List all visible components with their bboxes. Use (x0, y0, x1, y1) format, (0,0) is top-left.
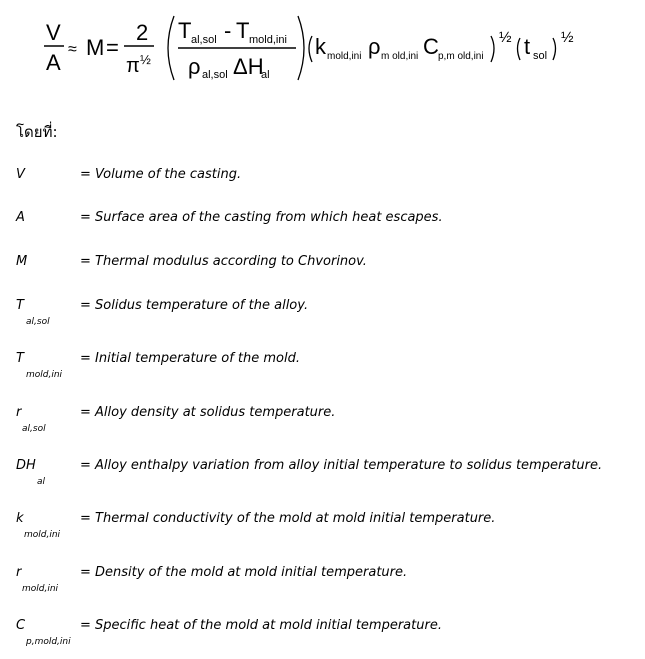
eq-pi-exponent: ½ (140, 52, 151, 67)
eq-minus: - (224, 18, 232, 43)
eq-lhs-denominator: A (46, 50, 61, 75)
definition-row-conductivity (0, 512, 645, 552)
definition-text: = Solidus temperature of the alloy. (80, 298, 309, 313)
definition-symbol: V (16, 167, 25, 182)
definition-symbol: A (16, 210, 25, 225)
definition-row-modulus (0, 255, 645, 295)
eq-m-symbol: M (86, 35, 105, 60)
definition-text: = Alloy enthalpy variation from alloy initial temperature to solidus temperature. (80, 458, 603, 473)
definition-row-mold-density (0, 566, 645, 606)
definition-text: = Surface area of the casting from which heat escapes. (80, 210, 443, 225)
definition-symbol: k (16, 511, 24, 526)
definition-symbol: C (16, 618, 26, 633)
eq-c: C (423, 34, 439, 59)
eq-rho-al-sol: ρ (188, 54, 201, 79)
eq-left-paren-3 (518, 38, 521, 60)
definition-text: = Alloy density at solidus temperature. (80, 405, 336, 420)
eq-k-sub: mold,ini (327, 51, 362, 62)
definition-text: = Specific heat of the mold at mold initial temperature. (80, 618, 442, 633)
eq-t-al-sol: T (178, 18, 192, 43)
definition-subscript: al,sol (26, 317, 50, 327)
eq-t-mold-ini: T (236, 18, 250, 43)
eq-t-sol: t (524, 34, 531, 59)
eq-left-paren-2 (309, 36, 312, 62)
definition-row-volume (0, 168, 645, 208)
definition-row-area (0, 211, 645, 251)
eq-rho-mold-sub: m old,ini (381, 51, 419, 62)
definition-symbol: r (16, 565, 22, 580)
eq-t-sol-sub: sol (533, 50, 548, 62)
definition-text: = Density of the mold at mold initial temperature. (80, 565, 408, 580)
eq-k: k (315, 34, 326, 59)
definition-symbol: M (16, 254, 28, 269)
definition-text: = Initial temperature of the mold. (80, 351, 301, 366)
eq-t-mold-ini-sub: mold,ini (249, 34, 287, 46)
eq-right-paren-3 (553, 38, 556, 60)
eq-exponent-half-1: ½ (499, 29, 512, 46)
eq-right-paren-2 (491, 36, 494, 62)
eq-lhs-numerator: V (46, 20, 61, 45)
definition-subscript: al (37, 477, 46, 487)
definition-subscript: mold,ini (22, 584, 59, 594)
chvorinov-equation (40, 10, 640, 86)
definition-symbol: r (16, 405, 22, 420)
definition-subscript: mold,ini (26, 370, 63, 380)
eq-t-al-sol-sub: al,sol (191, 34, 217, 46)
eq-delta-h: ΔH (233, 54, 264, 79)
definition-symbol: T (16, 298, 24, 313)
eq-coef-numerator: 2 (136, 20, 149, 45)
definition-subscript: al,sol (22, 424, 46, 434)
definition-text: = Thermal modulus according to Chvorinov. (80, 254, 367, 269)
definition-row-enthalpy (0, 459, 645, 499)
definition-row-solidus-temp (0, 299, 645, 339)
eq-equals-sign: = (106, 35, 119, 60)
eq-c-sub: p,m old,ini (438, 51, 484, 62)
eq-left-paren-1 (168, 16, 174, 80)
eq-rho-al-sol-sub: al,sol (202, 69, 228, 81)
where-label: โดยที่: (16, 123, 58, 141)
definition-subscript: mold,ini (24, 530, 61, 540)
definition-text: = Volume of the casting. (80, 167, 242, 182)
definition-symbol: T (16, 351, 24, 366)
definition-subscript: p,mold,ini (26, 637, 71, 647)
eq-approx-sign: ≈ (68, 41, 77, 58)
equation-graphic (40, 10, 640, 86)
definition-row-alloy-density (0, 406, 645, 446)
definition-row-mold-temp (0, 352, 645, 392)
eq-pi: π (126, 55, 140, 77)
definition-text: = Thermal conductivity of the mold at mold initial temperature. (80, 511, 496, 526)
eq-rho-mold: ρ (368, 34, 381, 59)
eq-exponent-half-2: ½ (561, 29, 574, 46)
definition-symbol: DH (16, 458, 36, 473)
eq-right-paren-1 (298, 16, 304, 80)
definition-row-specific-heat (0, 619, 645, 659)
eq-delta-h-sub: al (261, 69, 270, 81)
